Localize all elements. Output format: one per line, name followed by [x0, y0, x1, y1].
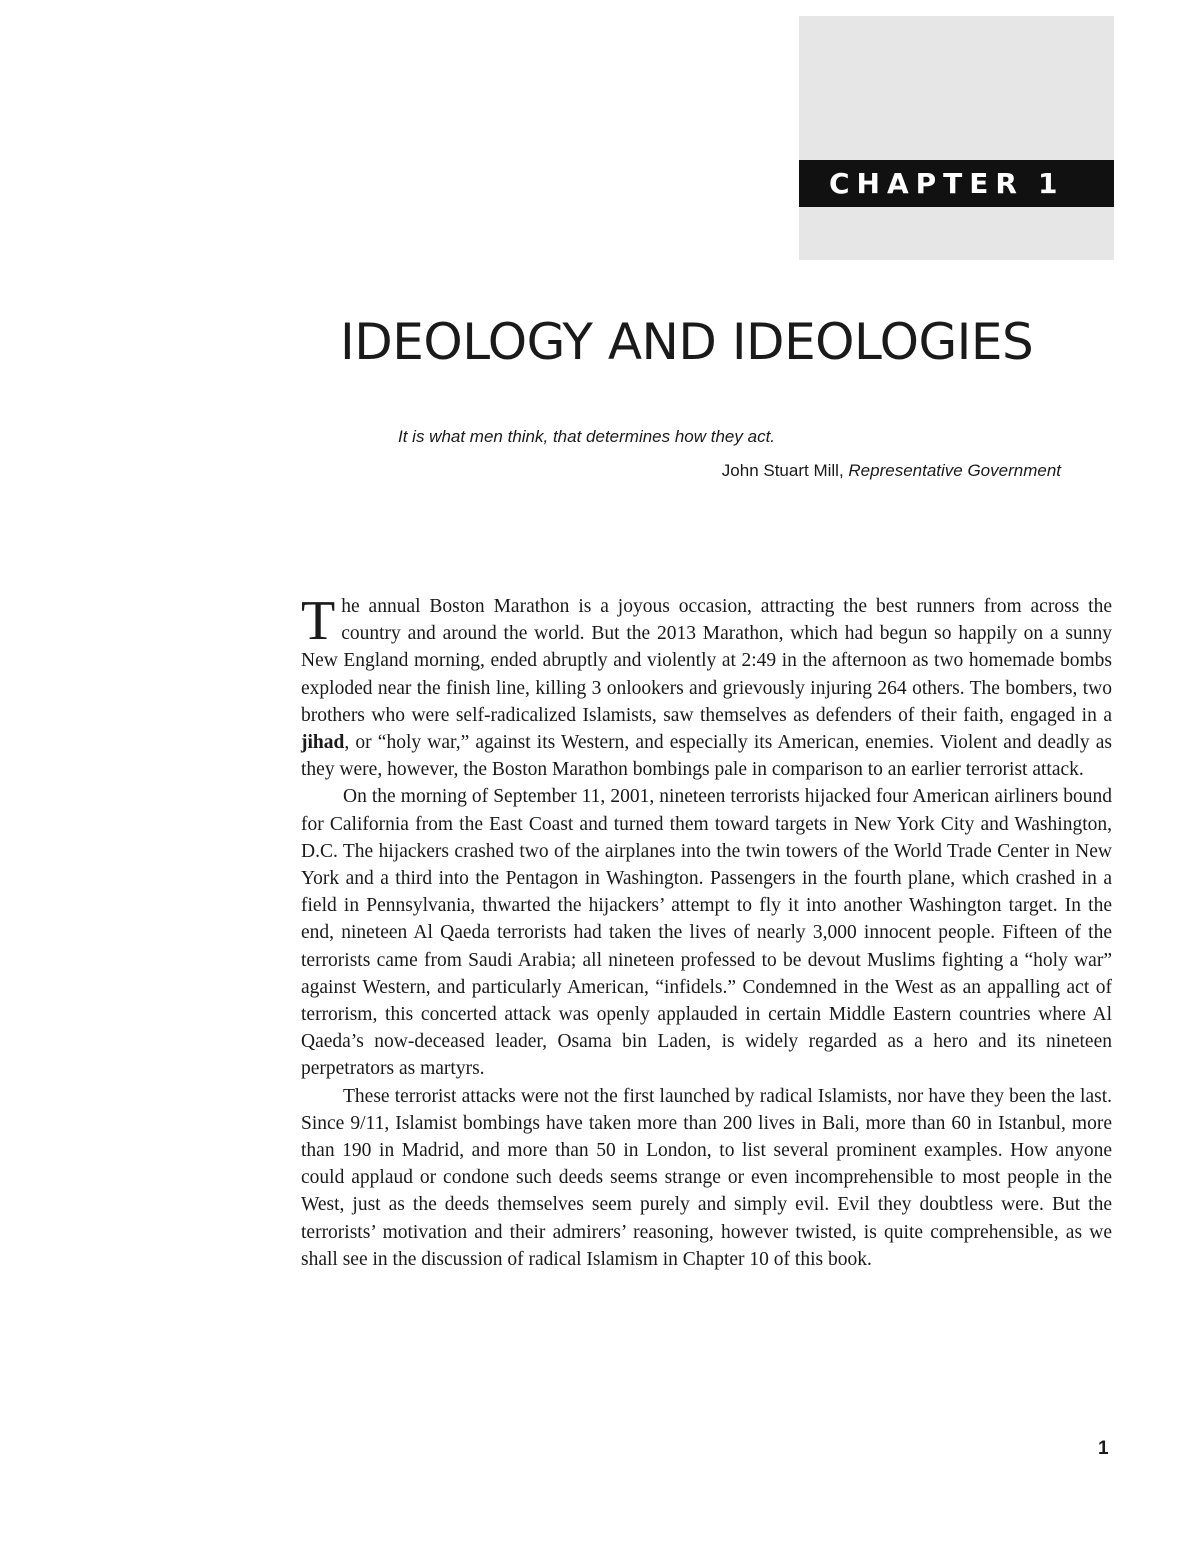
key-term-jihad: jihad: [301, 732, 345, 754]
chapter-label: [799, 160, 1114, 207]
epigraph-quote: It is what men think, that determines how they act.: [398, 427, 776, 446]
paragraph-1-part-a: he annual Boston Marathon is a joyous occasion, attracting the best runners from across the country and around the world. But the 2013 Marathon, which had begun so happily on a sunny New England morning, ended abruptly and violently at 2:49 in the afternoon as two homemade bombs exploded near the finish line, killing 3 onlookers and grievously injuring 264 others. The bombers, two brothers who were self-radicalized Islamists, saw themselves as defenders of their faith, engaged in a: [301, 596, 1112, 726]
chapter-title: IDEOLOGY AND IDEOLOGIES: [340, 313, 1034, 371]
page-number: 1: [1098, 1438, 1109, 1459]
paragraph-1-part-b: , or “holy war,” against its Western, and especially its American, enemies. Violent and deadly as they were, however, the Boston Marathon bombings pale in comparison to an earlier terrorist attack.: [301, 732, 1112, 781]
paragraph-3: These terrorist attacks were not the first launched by radical Islamists, nor have they been the last. Since 9/11, Islamist bombings have taken more than 200 lives in Bali, more than 60 in Istanbul, more than 190 in Madrid, and more than 50 in London, to list several prominent examples. How anyone could applaud or condone such deeds seems strange or even incomprehensible to most people in the West, just as the deeds themselves seem purely and simply evil. Evil they doubtless were. But the terrorists’ motivation and their admirers’ reasoning, however twisted, is quite comprehensible, as we shall see in the discussion of radical Islamism in Chapter 10 of this book.: [301, 1085, 1112, 1270]
paragraph-1: [301, 590, 1112, 783]
paragraph-2: On the morning of September 11, 2001, nineteen terrorists hijacked four American airliners bound for California from the East Coast and turned them toward targets in New York City and Washington, D.C. The hijackers crashed two of the airplanes into the twin towers of the World Trade Center in New York and a third into the Pentagon in Washington. Passengers in the fourth plane, which crashed in a field in Pennsylvania, thwarted the hijackers’ attempt to fly it into another Washington target. In the end, nineteen Al Qaeda terrorists had taken the lives of nearly 3,000 innocent people. Fifteen of the terrorists came from Saudi Arabia; all nineteen professed to be devout Muslims fighting a “holy war” against Western, and particularly American, “infidels.” Condemned in the West as an appalling act of terrorism, this concerted attack was openly applauded in certain Middle Eastern countries where Al Qaeda’s now-deceased leader, Osama bin Laden, is widely regarded as a hero and its nineteen perpetrators as martyrs.: [301, 786, 1112, 1080]
drop-cap: T: [301, 590, 336, 652]
epigraph-work: Representative Government: [848, 461, 1061, 480]
chapter-header-block: [799, 16, 1114, 260]
epigraph-author: John Stuart Mill,: [721, 461, 849, 480]
body-text: [301, 590, 1112, 1273]
chapter-word: CHAPTER: [829, 167, 1024, 200]
chapter-number: 1: [1037, 167, 1065, 200]
epigraph-attribution: [722, 460, 1061, 482]
